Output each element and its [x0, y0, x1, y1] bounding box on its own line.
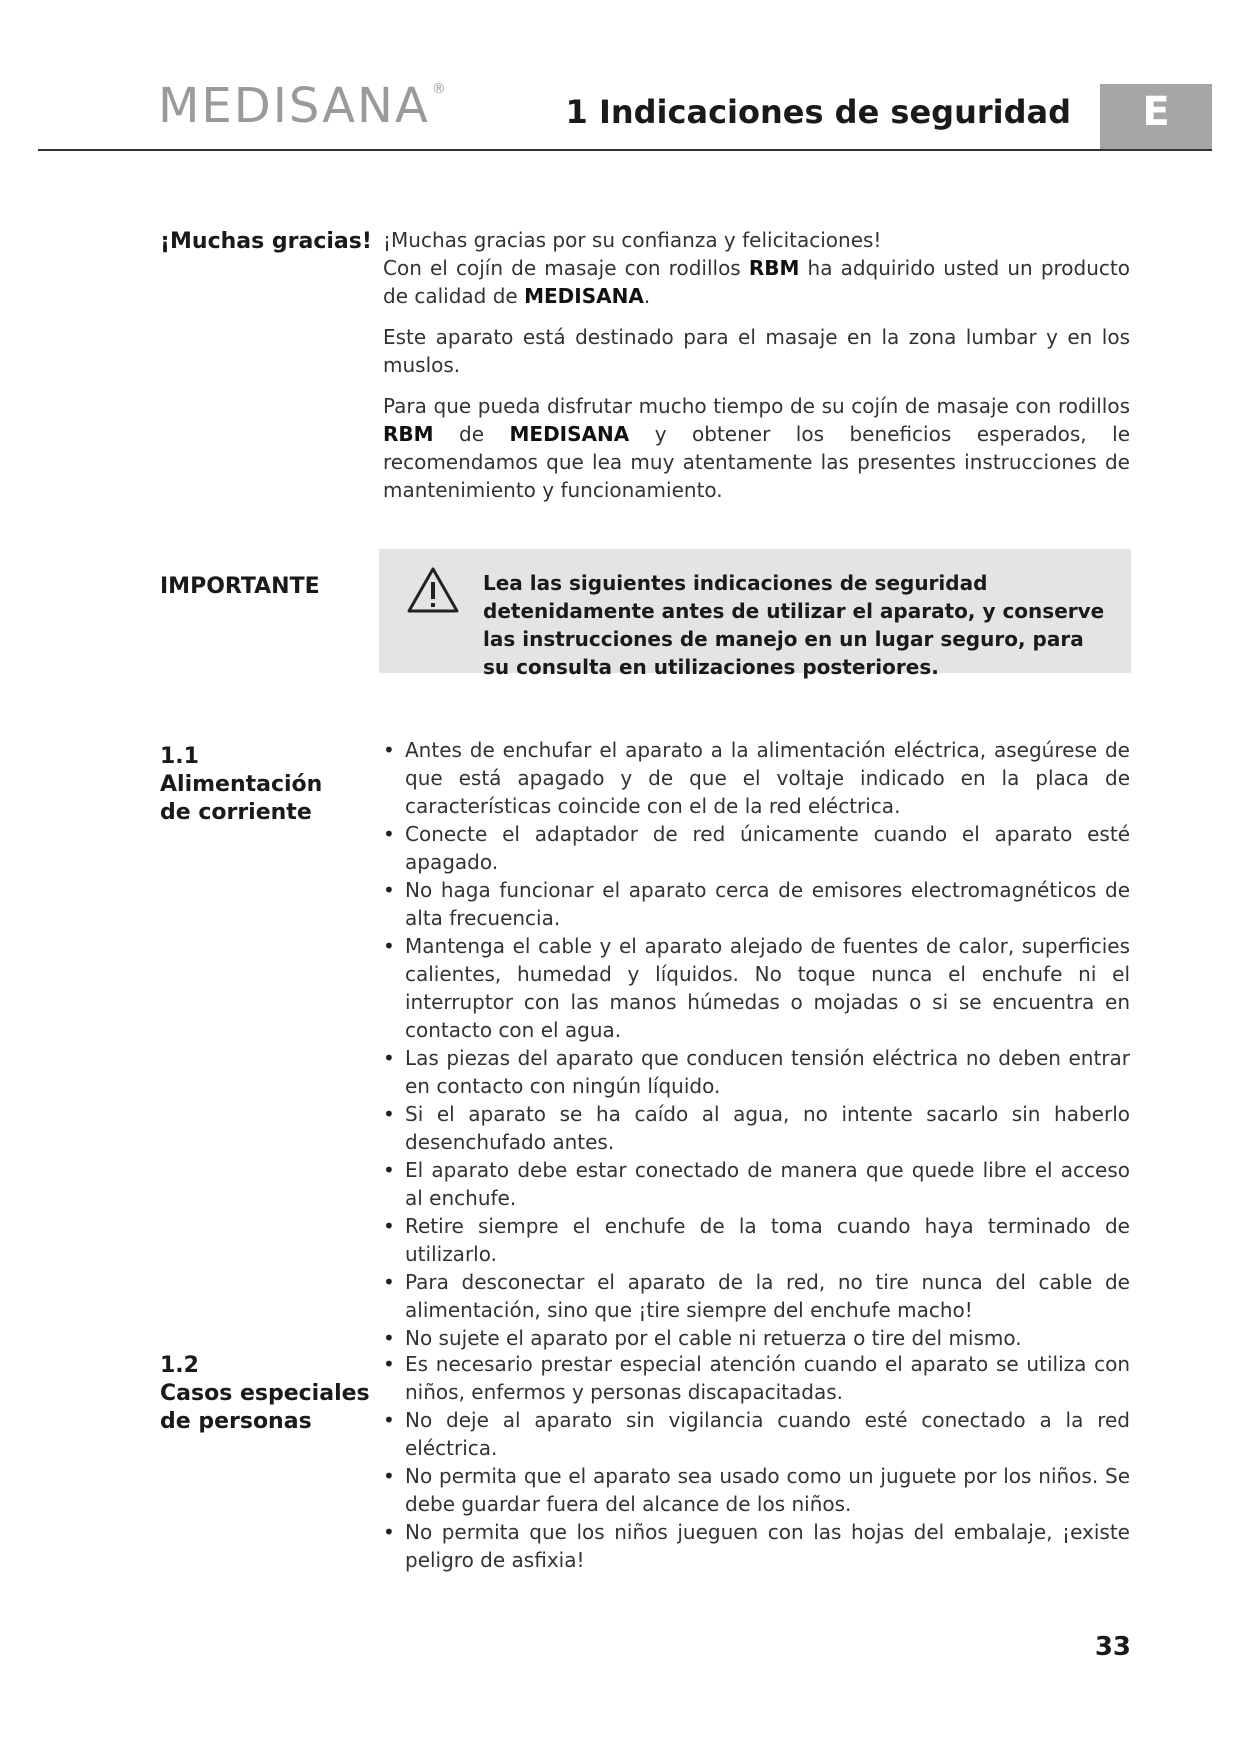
thanks-paragraph-2: Este aparato está destinado para el masaje en la zona lumbar y en los muslos.: [383, 325, 1130, 377]
list-item: • No permita que el aparato sea usado como un juguete por los niños. Se debe guardar fuera del alcance de los niños.: [383, 1462, 1130, 1518]
section-1-1-body: [383, 736, 1130, 1352]
thanks-p3-e: y obtener los beneficios esperados, le recomendamos que lea muy atentamente las presentes instrucciones de mantenimiento y funcionamiento.: [383, 422, 1130, 502]
list-item: • Para desconectar el aparato de la red, no tire nunca del cable de alimentación, sino que ¡tire siempre del enchufe macho!: [383, 1268, 1130, 1324]
brand-name: MEDISANA: [524, 284, 644, 308]
section-1-1-heading: [160, 743, 322, 827]
thanks-p1-e: .: [643, 284, 651, 308]
language-tab: [1100, 84, 1212, 150]
brand-name-2: MEDISANA: [509, 422, 630, 446]
header-divider: [38, 149, 1212, 151]
section-1-2-heading: [160, 1352, 370, 1436]
list-item: • Conecte el adaptador de red únicamente cuando el aparato esté apagado.: [383, 820, 1130, 876]
registered-mark: ®: [431, 81, 448, 97]
section-1-2-list: [383, 1350, 1130, 1574]
list-item: • Las piezas del aparato que conducen tensión eléctrica no deben entrar en contacto con ningún líquido.: [383, 1044, 1130, 1100]
important-label: IMPORTANTE: [160, 574, 320, 599]
section-1-1-title-line1: Alimentación: [160, 772, 323, 797]
section-1-2-body: [383, 1350, 1130, 1574]
list-item: • Es necesario prestar especial atención cuando el aparato se utiliza con niños, enfermos y personas discapacitadas.: [383, 1350, 1130, 1406]
warning-triangle-icon: [406, 566, 460, 614]
list-item: • Mantenga el cable y el aparato alejado de fuentes de calor, superficies calientes, humedad y líquidos. No toque nunca el enchufe ni el interruptor con las manos húmedas o mojadas o si se encuentra en contacto con el agua.: [383, 932, 1130, 1044]
list-item: • No haga funcionar el aparato cerca de emisores electromagnéticos de alta frecuencia.: [383, 876, 1130, 932]
thanks-text: [383, 226, 1130, 517]
section-1-1-list: [383, 736, 1130, 1352]
language-tab-label: E: [1142, 89, 1170, 135]
section-1-2-title-line1: Casos especiales: [160, 1381, 370, 1406]
thanks-paragraph-1: [383, 226, 1130, 310]
thanks-p1-c: ha adquirido usted un producto de calidad de: [383, 256, 1130, 308]
section-1-1-title-line2: de corriente: [160, 800, 312, 825]
brand-logo-text: MEDISANA: [158, 78, 430, 134]
page-title: 1 Indicaciones de seguridad: [565, 93, 1071, 131]
brand-logo: [158, 78, 448, 134]
list-item: • No deje al aparato sin vigilancia cuando esté conectado a la red eléctrica.: [383, 1406, 1130, 1462]
list-item: • El aparato debe estar conectado de manera que quede libre el acceso al enchufe.: [383, 1156, 1130, 1212]
section-1-2-number: 1.2: [160, 1353, 199, 1378]
list-item: • Retire siempre el enchufe de la toma cuando haya terminado de utilizarlo.: [383, 1212, 1130, 1268]
important-text: Lea las siguientes indicaciones de seguridad detenidamente antes de utilizar el aparato, y conserve las instrucciones de manejo en un lugar seguro, para su consulta en utilizaciones posteriores.: [483, 571, 1105, 679]
list-item: • Antes de enchufar el aparato a la alimentación eléctrica, asegúrese de que está apagado y de que el voltaje indicado en la placa de características coincide con el de la red eléctrica.: [383, 736, 1130, 820]
thanks-label: ¡Muchas gracias!: [160, 229, 372, 254]
section-1-2-title-line2: de personas: [160, 1409, 312, 1434]
section-1-1-number: 1.1: [160, 744, 199, 769]
important-notice-box: [379, 549, 1131, 679]
list-item: • No permita que los niños jueguen con las hojas del embalaje, ¡existe peligro de asfixia!: [383, 1518, 1130, 1574]
thanks-p1-a: Con el cojín de masaje con rodillos: [383, 256, 749, 280]
thanks-p3-c: de: [433, 422, 510, 446]
list-item: • No sujete el aparato por el cable ni retuerza o tire del mismo.: [383, 1324, 1130, 1352]
thanks-paragraph-3: [383, 392, 1130, 504]
page-number: 33: [1094, 1632, 1131, 1662]
product-name: RBM: [748, 256, 800, 280]
product-name-2: RBM: [383, 422, 434, 446]
thanks-greeting: ¡Muchas gracias por su confianza y felicitaciones!: [383, 228, 882, 252]
list-item: • Si el aparato se ha caído al agua, no intente sacarlo sin haberlo desenchufado antes.: [383, 1100, 1130, 1156]
thanks-p3-a: Para que pueda disfrutar mucho tiempo de su cojín de masaje con rodillos: [383, 394, 1130, 418]
